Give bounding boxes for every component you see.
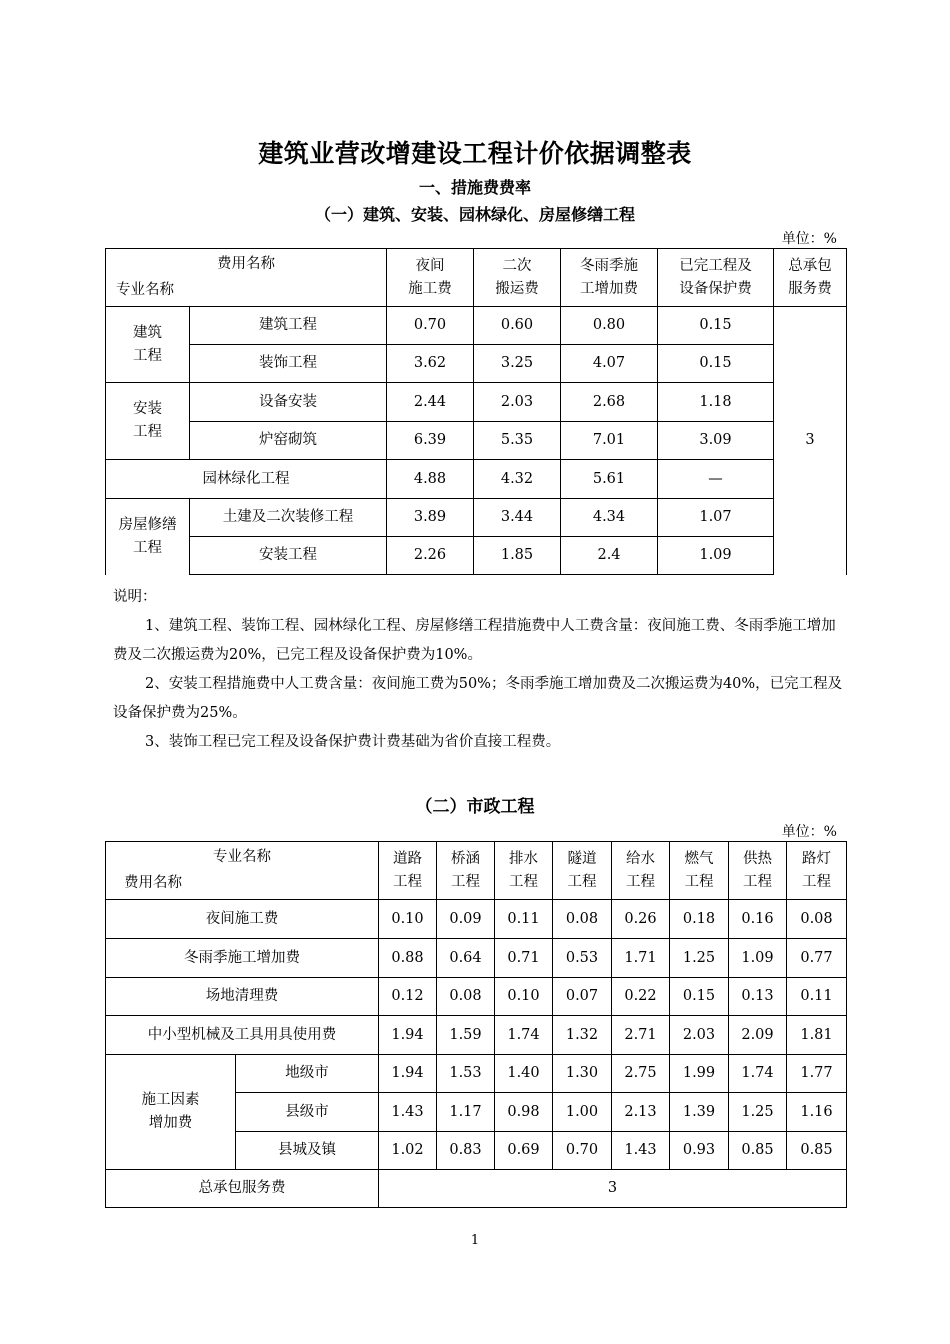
row-name: 县级市: [236, 1093, 379, 1132]
row-name: 场地清理费: [106, 978, 379, 1016]
notes-block: [113, 583, 843, 757]
cell: 0.12: [379, 978, 437, 1016]
table-header-row: [106, 249, 847, 307]
cell: 0.22: [612, 978, 670, 1016]
cell: 2.44: [387, 383, 474, 422]
table-row: [106, 422, 847, 460]
cell: 1.43: [612, 1132, 670, 1170]
cell: 0.07: [553, 978, 612, 1016]
cell: 0.13: [729, 978, 787, 1016]
cell: 0.09: [437, 900, 495, 939]
row-name: 安装工程: [190, 537, 387, 575]
header-road: 道路 工程: [379, 842, 437, 900]
table-row: [106, 978, 847, 1016]
section1-unit: 单位：%: [781, 231, 837, 247]
cell: 0.83: [437, 1132, 495, 1170]
cell: 2.03: [670, 1016, 729, 1055]
page-number: 1: [470, 1233, 480, 1248]
cell: 1.40: [495, 1055, 553, 1093]
row-name: 土建及二次装修工程: [190, 499, 387, 537]
header-fee-name: 费用名称: [217, 256, 275, 272]
cell: 2.03: [474, 383, 561, 422]
section1-subheading: （一）建筑、安装、园林绿化、房屋修缮工程: [314, 205, 635, 224]
cell: 0.93: [670, 1132, 729, 1170]
cell: 0.10: [495, 978, 553, 1016]
cell: 1.16: [787, 1093, 847, 1132]
table-row: [106, 345, 847, 383]
header-gas: 燃气 工程: [670, 842, 729, 900]
cell: 1.94: [379, 1016, 437, 1055]
header-specialty-name: 专业名称: [116, 282, 174, 298]
cell: 5.61: [561, 460, 658, 499]
table-row: [106, 460, 847, 499]
municipal-rate-table: [105, 841, 847, 1208]
header-fee-name: 费用名称: [124, 875, 182, 891]
cell: 2.71: [612, 1016, 670, 1055]
note-1: 1、建筑工程、装饰工程、园林绿化工程、房屋修缮工程措施费中人工费含量：夜间施工费、冬雨季施工增加费及二次搬运费为20%，已完工程及设备保护费为10%。: [113, 618, 836, 663]
cell: 1.53: [437, 1055, 495, 1093]
cell: 0.85: [729, 1132, 787, 1170]
row-name: 炉窑砌筑: [190, 422, 387, 460]
cell: 1.74: [495, 1016, 553, 1055]
header-secondary-transport: 二次 搬运费: [474, 249, 561, 307]
table-row: [106, 1016, 847, 1055]
cell: 0.88: [379, 939, 437, 978]
table-row: [106, 900, 847, 939]
row-name: 地级市: [236, 1055, 379, 1093]
cell: 2.13: [612, 1093, 670, 1132]
cell: 1.43: [379, 1093, 437, 1132]
cell: 1.09: [729, 939, 787, 978]
table-row: [106, 307, 847, 345]
section1-heading: 一、措施费费率: [418, 178, 531, 197]
cell: 3.09: [658, 422, 774, 460]
cell: 3.44: [474, 499, 561, 537]
header-water-supply: 给水 工程: [612, 842, 670, 900]
section2-heading: （二）市政工程: [415, 797, 535, 817]
notes-label: 说明：: [113, 589, 157, 605]
group-construction-factor: 施工因素 增加费: [106, 1055, 236, 1170]
cell: 1.59: [437, 1016, 495, 1055]
cell: 0.18: [670, 900, 729, 939]
cell: 1.77: [787, 1055, 847, 1093]
row-name: 夜间施工费: [106, 900, 379, 939]
cell: —: [658, 460, 774, 499]
cell: 3.62: [387, 345, 474, 383]
row-name: 总承包服务费: [106, 1170, 379, 1208]
group-fangwu: 房屋修缮 工程: [106, 499, 190, 575]
cell: 0.53: [553, 939, 612, 978]
row-name: 装饰工程: [190, 345, 387, 383]
cell: 0.08: [553, 900, 612, 939]
cell: 0.11: [787, 978, 847, 1016]
cell: 1.25: [670, 939, 729, 978]
document-title: 建筑业营改增建设工程计价依据调整表: [258, 139, 692, 168]
cell: 1.85: [474, 537, 561, 575]
header-general-contract: 总承包 服务费: [774, 249, 847, 307]
cell: 1.17: [437, 1093, 495, 1132]
cell: 1.71: [612, 939, 670, 978]
cell: 2.09: [729, 1016, 787, 1055]
header-tunnel: 隧道 工程: [553, 842, 612, 900]
cell: 1.00: [553, 1093, 612, 1132]
total-value: 3: [379, 1170, 847, 1208]
table-row: [106, 939, 847, 978]
header-street-light: 路灯 工程: [787, 842, 847, 900]
header-heating: 供热 工程: [729, 842, 787, 900]
table-row: [106, 499, 847, 537]
cell: 0.11: [495, 900, 553, 939]
cell: 1.02: [379, 1132, 437, 1170]
cell: 0.08: [787, 900, 847, 939]
cell: 3.25: [474, 345, 561, 383]
cell: 1.32: [553, 1016, 612, 1055]
row-name: 县城及镇: [236, 1132, 379, 1170]
diagonal-header-cell: [106, 249, 387, 307]
general-contract-value: 3: [774, 307, 847, 575]
cell: 1.09: [658, 537, 774, 575]
cell: 0.15: [658, 307, 774, 345]
cell: 0.16: [729, 900, 787, 939]
cell: 1.25: [729, 1093, 787, 1132]
cell: 1.94: [379, 1055, 437, 1093]
header-completed-protection: 已完工程及 设备保护费: [658, 249, 774, 307]
row-name: 冬雨季施工增加费: [106, 939, 379, 978]
header-night-work: 夜间 施工费: [387, 249, 474, 307]
header-winter-rain: 冬雨季施 工增加费: [561, 249, 658, 307]
row-name: 园林绿化工程: [106, 460, 387, 499]
note-2: 2、安装工程措施费中人工费含量：夜间施工费为50%；冬雨季施工增加费及二次搬运费为40%，已完工程及设备保护费为25%。: [113, 676, 843, 721]
cell: 2.68: [561, 383, 658, 422]
cell: 0.71: [495, 939, 553, 978]
cell: 1.39: [670, 1093, 729, 1132]
header-specialty-name: 专业名称: [213, 849, 271, 865]
cell: 5.35: [474, 422, 561, 460]
cell: 1.99: [670, 1055, 729, 1093]
measures-rate-table: [105, 248, 847, 575]
cell: 4.88: [387, 460, 474, 499]
table-row: [106, 1170, 847, 1208]
cell: 1.74: [729, 1055, 787, 1093]
cell: 3.89: [387, 499, 474, 537]
group-anzhuang: 安装 工程: [106, 383, 190, 460]
diagonal-header-cell: [106, 842, 379, 900]
cell: 0.10: [379, 900, 437, 939]
cell: 0.85: [787, 1132, 847, 1170]
cell: 0.26: [612, 900, 670, 939]
table-row: [106, 537, 847, 575]
note-3: 3、装饰工程已完工程及设备保护费计费基础为省价直接工程费。: [145, 734, 561, 750]
cell: 0.98: [495, 1093, 553, 1132]
cell: 2.26: [387, 537, 474, 575]
cell: 4.32: [474, 460, 561, 499]
header-drainage: 排水 工程: [495, 842, 553, 900]
table-row: [106, 383, 847, 422]
cell: 0.77: [787, 939, 847, 978]
cell: 0.08: [437, 978, 495, 1016]
cell: 6.39: [387, 422, 474, 460]
cell: 0.15: [670, 978, 729, 1016]
row-name: 设备安装: [190, 383, 387, 422]
cell: 1.30: [553, 1055, 612, 1093]
cell: 2.4: [561, 537, 658, 575]
cell: 1.81: [787, 1016, 847, 1055]
cell: 2.75: [612, 1055, 670, 1093]
table-header-row: [106, 842, 847, 900]
cell: 1.18: [658, 383, 774, 422]
row-name: 中小型机械及工具用具使用费: [106, 1016, 379, 1055]
table-row: [106, 1055, 847, 1093]
cell: 0.69: [495, 1132, 553, 1170]
row-name: 建筑工程: [190, 307, 387, 345]
cell: 0.64: [437, 939, 495, 978]
cell: 4.34: [561, 499, 658, 537]
cell: 0.70: [553, 1132, 612, 1170]
cell: 7.01: [561, 422, 658, 460]
cell: 4.07: [561, 345, 658, 383]
cell: 1.07: [658, 499, 774, 537]
cell: 0.15: [658, 345, 774, 383]
cell: 0.70: [387, 307, 474, 345]
cell: 0.60: [474, 307, 561, 345]
cell: 0.80: [561, 307, 658, 345]
section2-unit: 单位：%: [781, 824, 837, 840]
group-jianzhu: 建筑 工程: [106, 307, 190, 383]
header-bridge: 桥涵 工程: [437, 842, 495, 900]
